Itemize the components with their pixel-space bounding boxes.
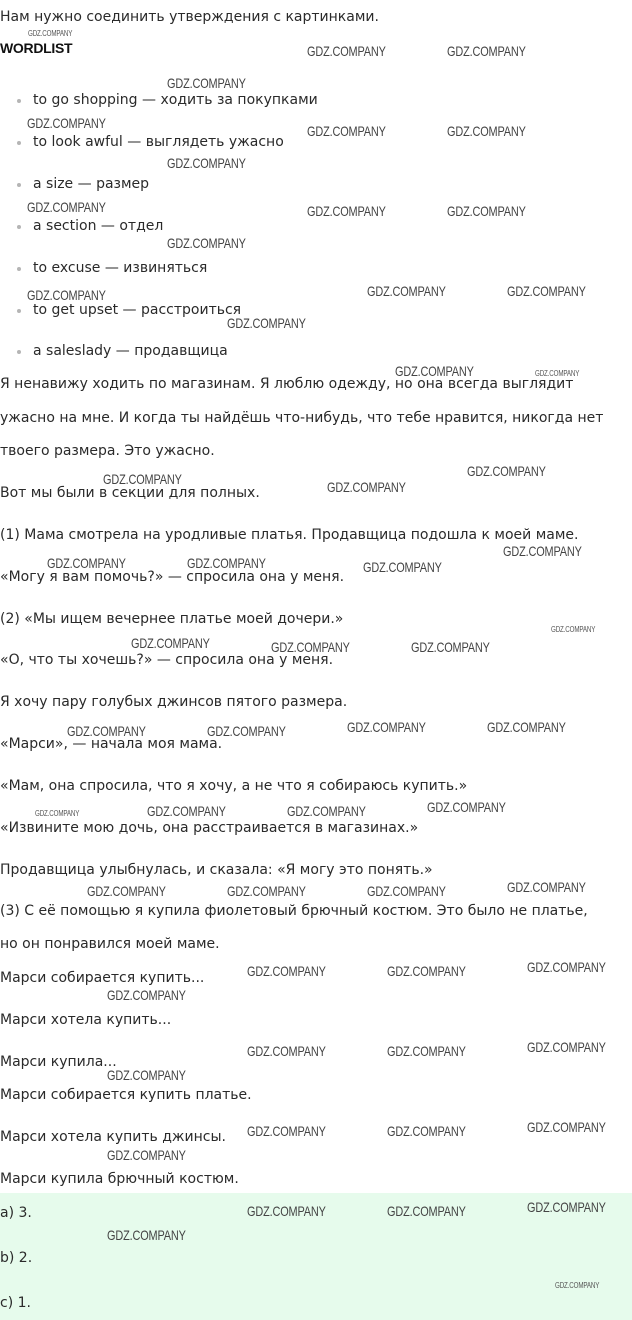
watermark: GDZ.COMPANY [507, 283, 586, 299]
watermark: GDZ.COMPANY [27, 199, 106, 215]
watermark: GDZ.COMPANY [487, 719, 566, 735]
watermark: GDZ.COMPANY [103, 471, 182, 487]
text-line: Я хочу пару голубых джинсов пятого размера. [0, 694, 348, 710]
watermark: GDZ.COMPANY [167, 155, 246, 171]
watermark: GDZ.COMPANY [131, 635, 210, 651]
watermark: GDZ.COMPANY [207, 723, 286, 739]
watermark: GDZ.COMPANY [307, 123, 386, 139]
watermark: GDZ.COMPANY [327, 479, 406, 495]
watermark: GDZ.COMPANY [467, 463, 546, 479]
text-line: (3) С её помощью я купила фиолетовый брючный костюм. Это было не платье, [0, 903, 588, 919]
watermark: GDZ.COMPANY [447, 123, 526, 139]
watermark: GDZ.COMPANY [307, 203, 386, 219]
watermark: GDZ.COMPANY [387, 1123, 466, 1139]
watermark: GDZ.COMPANY [27, 287, 106, 303]
text-line: «Извините мою дочь, она расстраивается в магазинах.» [0, 820, 419, 836]
wordlist-title: WORDLIST [0, 40, 73, 56]
watermark: GDZ.COMPANY [247, 963, 326, 979]
wordlist-item: to get upset — расстроиться [33, 302, 242, 318]
watermark: GDZ.COMPANY [35, 809, 80, 818]
watermark: GDZ.COMPANY [363, 559, 442, 575]
text-line: ужасно на мне. И когда ты найдёшь что-нибудь, что тебе нравится, никогда нет [0, 410, 604, 426]
text-line: Марси хотела купить... [0, 1012, 172, 1028]
watermark: GDZ.COMPANY [551, 625, 596, 634]
wordlist-item: a section — отдел [33, 218, 164, 234]
answer-line: b) 2. [0, 1250, 33, 1266]
watermark: GDZ.COMPANY [271, 639, 350, 655]
answer-line: c) 1. [0, 1295, 31, 1311]
watermark: GDZ.COMPANY [427, 799, 506, 815]
watermark: GDZ.COMPANY [147, 803, 226, 819]
watermark: GDZ.COMPANY [27, 115, 106, 131]
watermark: GDZ.COMPANY [167, 235, 246, 251]
wordlist-item: to go shopping — ходить за покупками [33, 92, 318, 108]
text-line: Марси собирается купить платье. [0, 1087, 252, 1103]
intro-text: Нам нужно соединить утверждения с картинками. [0, 9, 379, 25]
watermark: GDZ.COMPANY [555, 1281, 600, 1290]
watermark: GDZ.COMPANY [527, 1119, 606, 1135]
watermark: GDZ.COMPANY [107, 987, 186, 1003]
text-line: Марси собирается купить... [0, 970, 205, 986]
watermark: GDZ.COMPANY [447, 203, 526, 219]
watermark: GDZ.COMPANY [387, 963, 466, 979]
watermark: GDZ.COMPANY [347, 719, 426, 735]
text-line: «Марси», — начала моя мама. [0, 736, 223, 752]
wordlist-item: a size — размер [33, 176, 150, 192]
watermark: GDZ.COMPANY [527, 959, 606, 975]
text-line: Вот мы были в секции для полных. [0, 485, 260, 501]
watermark: GDZ.COMPANY [503, 543, 582, 559]
wordlist-item: to excuse — извиняться [33, 260, 208, 276]
watermark: GDZ.COMPANY [387, 1203, 466, 1219]
text-line: Марси купила брючный костюм. [0, 1171, 239, 1187]
text-line: (1) Мама смотрела на уродливые платья. Продавщица подошла к моей маме. [0, 527, 579, 543]
text-line: Я ненавижу ходить по магазинам. Я люблю одежду, но она всегда выглядит [0, 376, 574, 392]
watermark: GDZ.COMPANY [387, 1043, 466, 1059]
watermark: GDZ.COMPANY [527, 1039, 606, 1055]
text-line: «О, что ты хочешь?» — спросила она у меня. [0, 652, 334, 668]
watermark: GDZ.COMPANY [247, 1123, 326, 1139]
text-line: Марси купила... [0, 1054, 117, 1070]
watermark: GDZ.COMPANY [28, 29, 73, 38]
text-line: но он понравился моей маме. [0, 936, 220, 952]
watermark: GDZ.COMPANY [395, 363, 474, 379]
watermark: GDZ.COMPANY [227, 883, 306, 899]
text-line: Марси хотела купить джинсы. [0, 1129, 226, 1145]
answer-line: a) 3. [0, 1205, 32, 1221]
watermark: GDZ.COMPANY [247, 1043, 326, 1059]
text-line: (2) «Мы ищем вечернее платье моей дочери.» [0, 611, 344, 627]
watermark: GDZ.COMPANY [47, 555, 126, 571]
wordlist-item: a saleslady — продавщица [33, 343, 228, 359]
text-line: твоего размера. Это ужасно. [0, 443, 215, 459]
watermark: GDZ.COMPANY [367, 283, 446, 299]
watermark: GDZ.COMPANY [107, 1227, 186, 1243]
watermark: GDZ.COMPANY [535, 369, 580, 378]
watermark: GDZ.COMPANY [107, 1067, 186, 1083]
watermark: GDZ.COMPANY [227, 315, 306, 331]
watermark: GDZ.COMPANY [307, 43, 386, 59]
watermark: GDZ.COMPANY [87, 883, 166, 899]
watermark: GDZ.COMPANY [167, 75, 246, 91]
text-line: «Мам, она спросила, что я хочу, а не что я собираюсь купить.» [0, 778, 468, 794]
watermark: GDZ.COMPANY [287, 803, 366, 819]
watermark: GDZ.COMPANY [527, 1199, 606, 1215]
text-line: «Могу я вам помочь?» — спросила она у меня. [0, 569, 345, 585]
watermark: GDZ.COMPANY [507, 879, 586, 895]
watermark: GDZ.COMPANY [411, 639, 490, 655]
watermark: GDZ.COMPANY [447, 43, 526, 59]
watermark: GDZ.COMPANY [247, 1203, 326, 1219]
watermark: GDZ.COMPANY [187, 555, 266, 571]
watermark: GDZ.COMPANY [107, 1147, 186, 1163]
watermark: GDZ.COMPANY [367, 883, 446, 899]
wordlist-item: to look awful — выглядеть ужасно [33, 134, 284, 150]
watermark: GDZ.COMPANY [67, 723, 146, 739]
text-line: Продавщица улыбнулась, и сказала: «Я могу это понять.» [0, 862, 433, 878]
